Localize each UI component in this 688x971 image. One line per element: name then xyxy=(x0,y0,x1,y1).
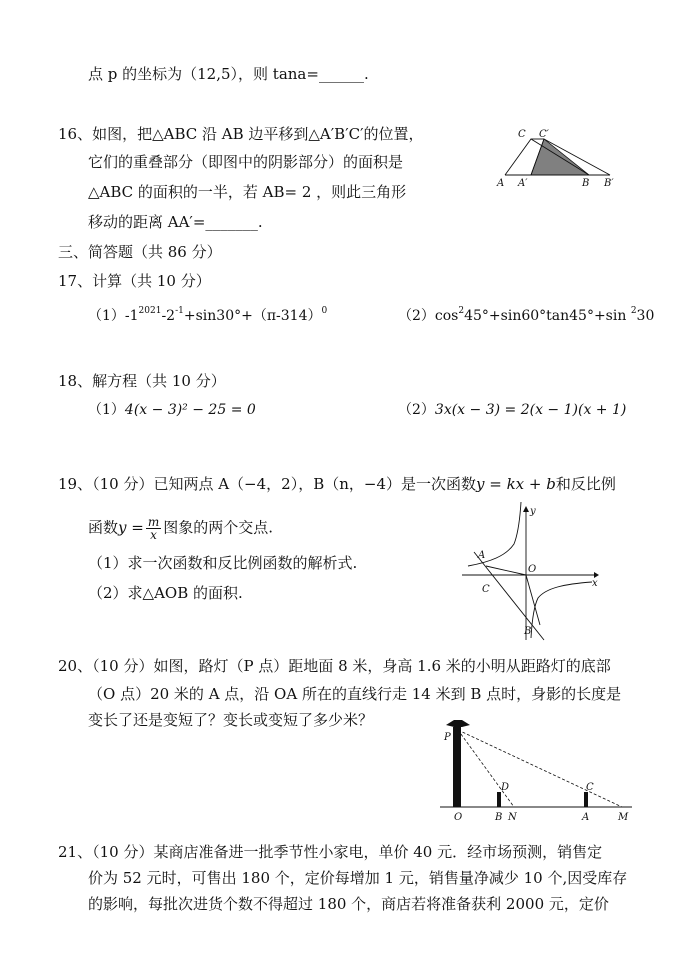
label-n: N xyxy=(508,812,517,823)
q19-line1: 19、（10 分）已知两点 A（−4，2），B（n，−4）是一次函数y = kx + b和反比例 xyxy=(58,475,616,493)
label-y: y xyxy=(530,506,536,517)
label-m: M xyxy=(618,812,629,823)
y-axis-arrow-icon xyxy=(523,506,529,512)
section-3-heading: 三、简答题（共 86 分） xyxy=(58,243,222,261)
q18-title: 18、解方程（共 10 分） xyxy=(58,372,226,390)
label-c: C xyxy=(482,584,490,595)
q17-title: 17、计算（共 10 分） xyxy=(58,272,211,290)
q18-part1: （1）4(x − 3)² − 25 = 0 xyxy=(88,402,256,418)
hyperbola-upper-left xyxy=(468,502,521,566)
label-x: x xyxy=(592,578,598,589)
hyperbola-lower-right xyxy=(531,582,592,638)
light-ray-to-m xyxy=(458,730,622,807)
label-a: A xyxy=(497,178,505,189)
person-at-b xyxy=(497,792,501,807)
q15-tail: 点 p 的坐标为（12,5），则 tana=______. xyxy=(88,65,369,83)
label-b: B xyxy=(495,812,503,823)
label-b-prime: B′ xyxy=(604,178,614,189)
label-d: D xyxy=(501,782,510,793)
lamp-head xyxy=(446,720,470,727)
q19-line2: 函数y = $\frac{m}{x}$ 图象的两个交点. xyxy=(88,515,273,542)
label-a: A xyxy=(582,812,590,823)
q18-part2: （2）3x(x − 3) = 2(x − 1)(x + 1) xyxy=(398,402,627,418)
q17-part1: $(1)-1^{2021}-2^{-1}+\sin 30^\circ+(\pi-314)^0$ xyxy=(88,306,328,324)
label-c: C xyxy=(586,782,594,793)
label-a: A xyxy=(478,550,486,561)
label-a-prime: A′ xyxy=(518,178,528,189)
q19-function-graph xyxy=(460,500,600,642)
label-o: O xyxy=(454,812,463,823)
q20-streetlight-figure xyxy=(436,716,636,824)
q20-line1: 20、（10 分）如图，路灯（P 点）距地面 8 米，身高 1.6 米的小明从距路灯的底部 xyxy=(58,657,611,675)
q16-line2: 它们的重叠部分（即图中的阴影部分）的面积是 xyxy=(88,153,404,171)
q19-part2: （2）求△AOB 的面积. xyxy=(88,584,243,602)
label-o: O xyxy=(528,564,537,575)
q17-part2: $(2)\cos^245^\circ+\sin 60^\circ\tan 45^\circ+\sin$ $^2$30 xyxy=(398,306,655,324)
lamp-post xyxy=(453,727,461,807)
q19-part1: （1）求一次函数和反比例函数的解析式. xyxy=(88,554,358,572)
label-c-prime: C′ xyxy=(539,129,549,140)
light-ray-to-n xyxy=(458,730,514,807)
q21-line2: 价为 52 元时，可售出 180 个，定价每增加 1 元，销售量净减少 10 个,因受库存 xyxy=(88,869,628,887)
person-at-a xyxy=(584,792,588,807)
fraction-m-over-x: $\frac{m}{x}$ xyxy=(147,515,160,542)
q20-line2: （O 点）20 米的 A 点，沿 OA 所在的直线行走 14 米到 B 点时，身影的长度是 xyxy=(88,685,622,703)
q16-answer-blank[interactable]: _______ xyxy=(205,213,258,231)
q15-answer-blank[interactable]: ______ xyxy=(318,65,364,83)
label-p: P xyxy=(444,732,451,743)
q16-line4: 移动的距离 AA′=_______. xyxy=(88,213,263,231)
q16-triangle-figure xyxy=(494,126,624,190)
q16-line3: △ABC 的面积的一半，若 AB= 2 ，则此三角形 xyxy=(88,183,407,201)
label-b: B xyxy=(524,626,532,637)
q21-line3: 的影响，每批次进货个数不得超过 180 个，商店若将准备获利 2000 元，定价 xyxy=(88,895,609,913)
q20-line3: 变长了还是变短了？变长或变短了多少米？ xyxy=(88,711,374,729)
label-c: C xyxy=(518,129,526,140)
segment-oa xyxy=(486,566,526,575)
label-b: B xyxy=(582,178,590,189)
q21-line1: 21、（10 分）某商店准备进一批季节性小家电，单价 40 元．经市场预测，销售定 xyxy=(58,843,603,861)
q16-line1: 16、如图，把△ABC 沿 AB 边平移到△A′B′C′的位置， xyxy=(58,125,424,143)
